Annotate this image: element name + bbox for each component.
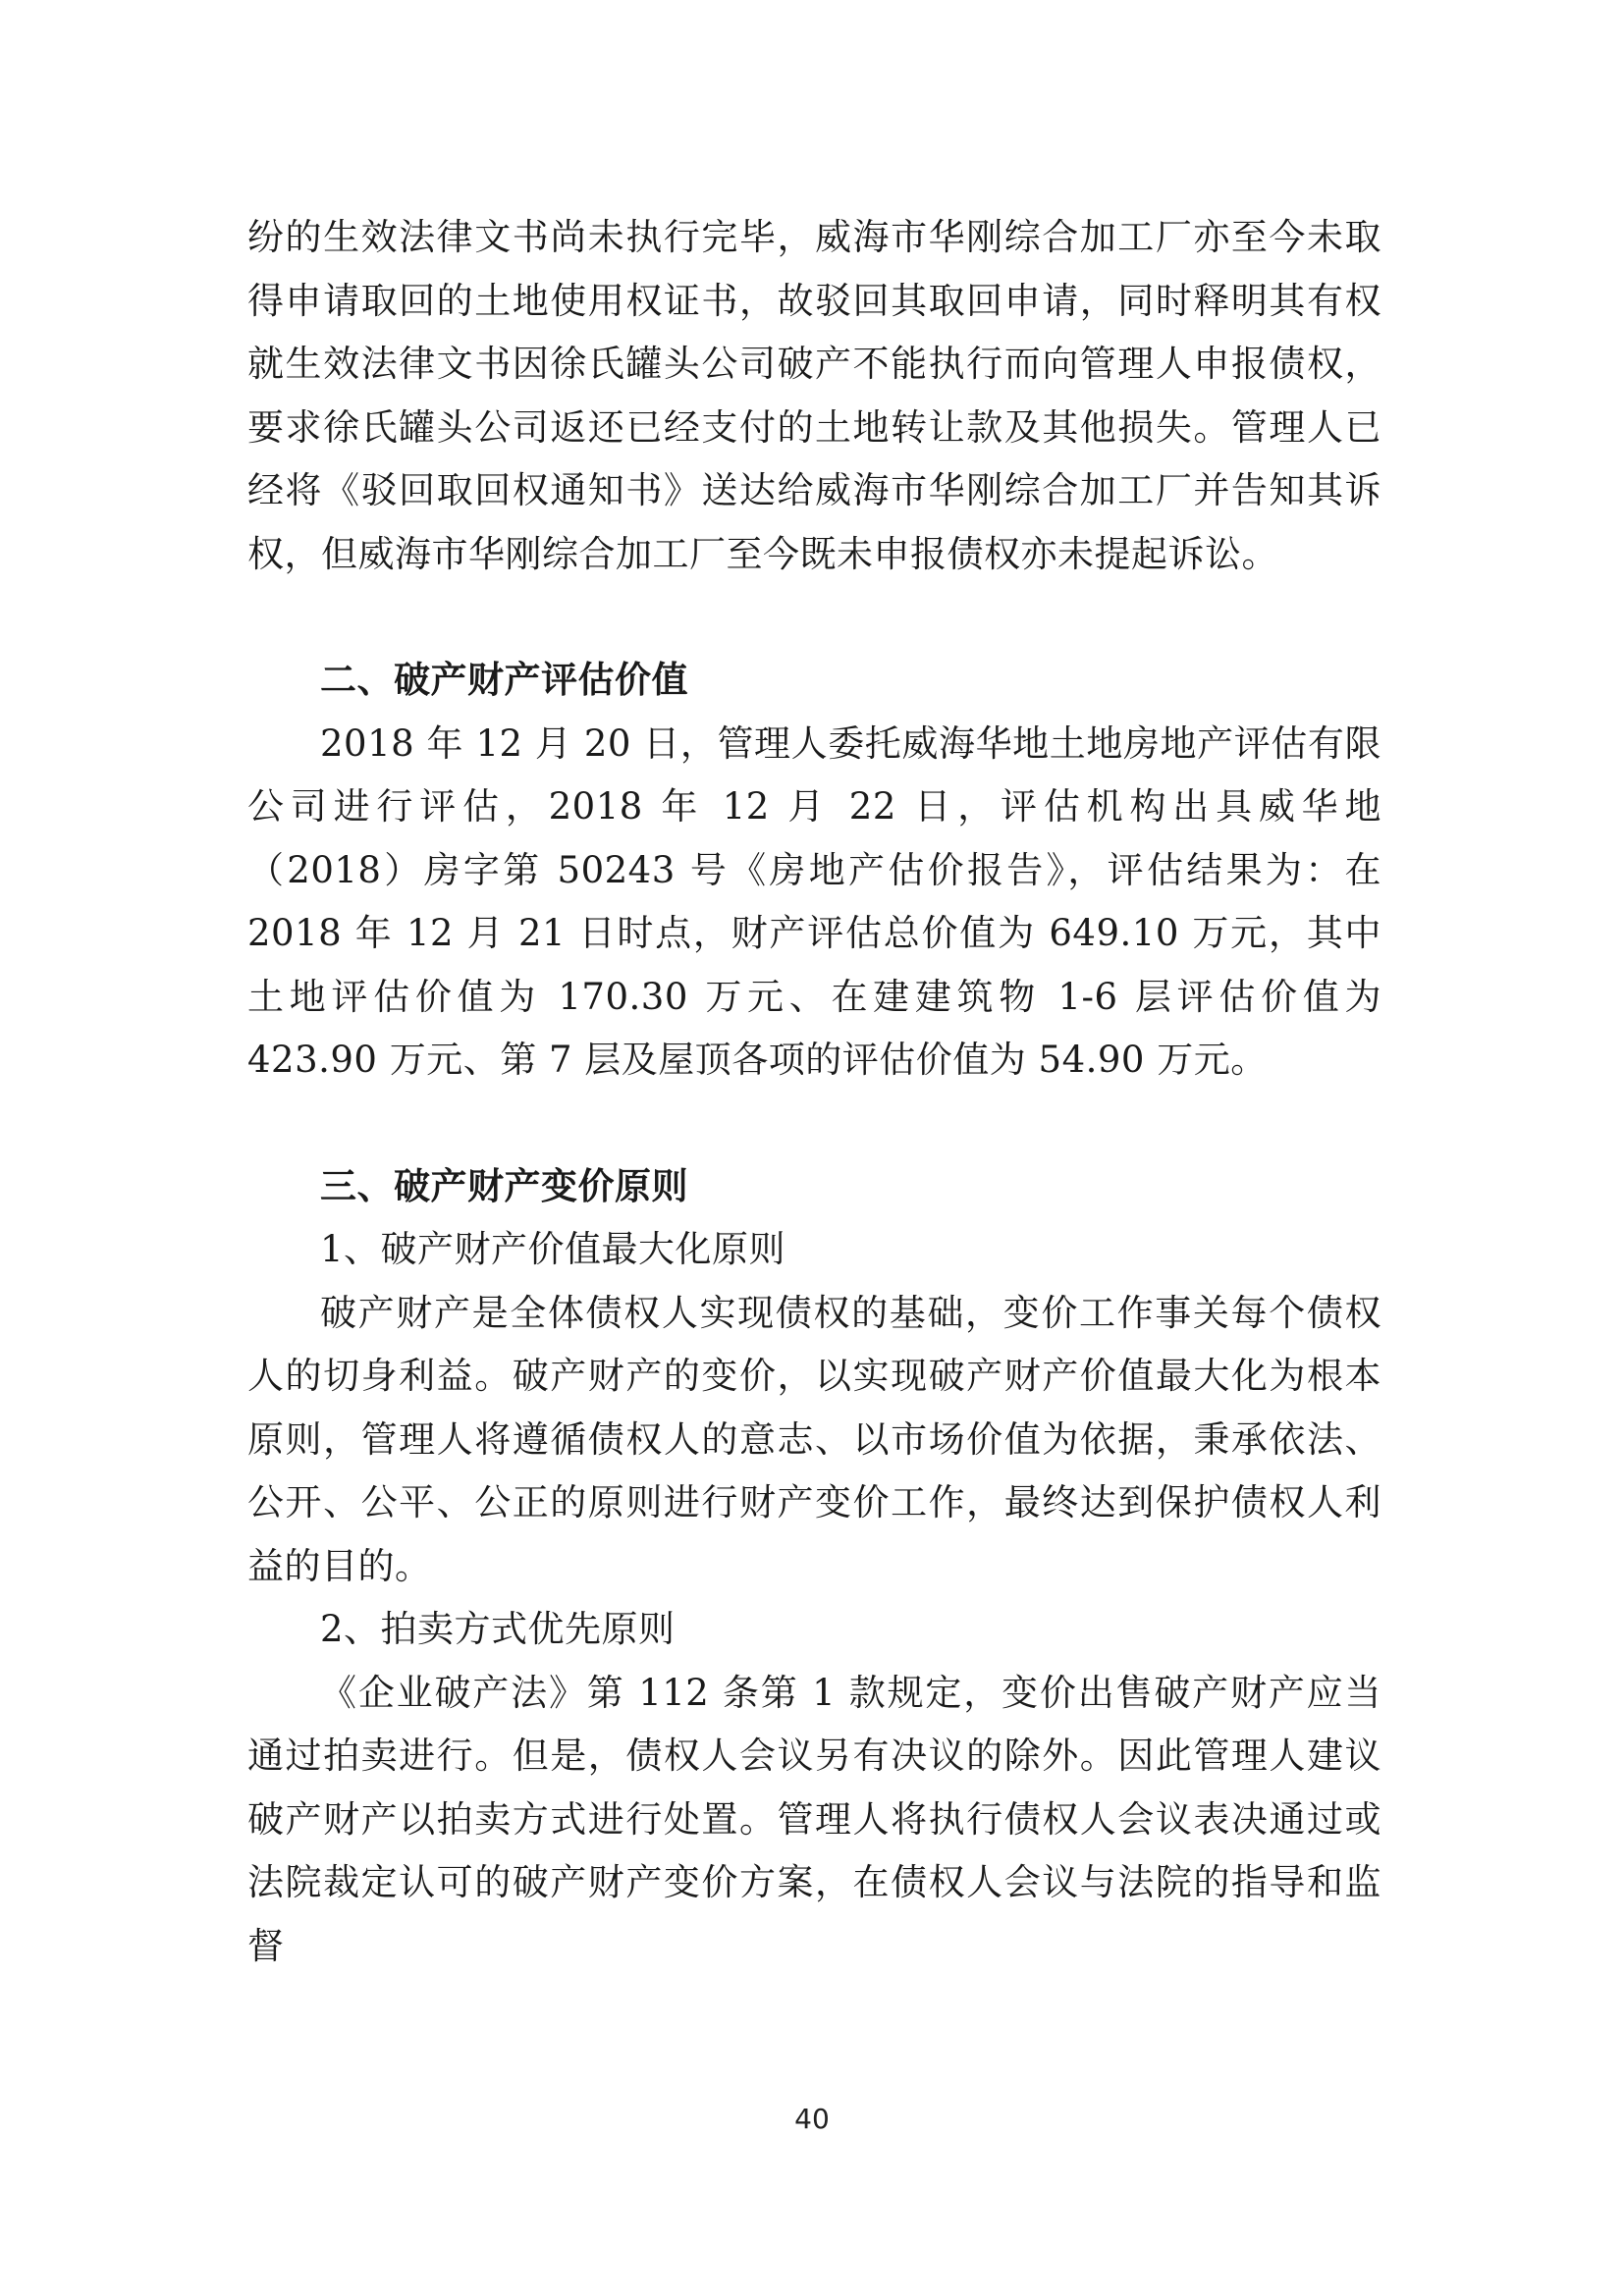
section-heading-appraisal-value: 二、破产财产评估价值 [320, 659, 688, 701]
page-body [247, 206, 1381, 1978]
subheading-value-maximization: 1、破产财产价值最大化原则 [320, 1228, 786, 1270]
paragraph-value-maximization: 破产财产是全体债权人实现债权的基础，变价工作事关每个债权人的切身利益。破产财产的变价，以实现破产财产价值最大化为根本原则，管理人将遵循债权人的意志、以市场价值为依据，秉承依法、公开、公平、公正的原则进行财产变价工作，最终达到保护债权人利益的目的。 [247, 1291, 1381, 1587]
section-gap [247, 1093, 1381, 1155]
paragraph-appraisal: 2018 年 12 月 20 日，管理人委托威海华地土地房地产评估有限公司进行评估，2018 年 12 月 22 日，评估机构出具威华地（2018）房字第 50243 号《房地产估价报告》，评估结果为：在 2018 年 12 月 21 日时点，财产评估总价值为 649.10 万元，其中土地评估价值为 170.30 万元、在建建筑物 1-6 层评估价值为 423.90 万元、第 7 层及屋顶各项的评估价值为 54.90 万元。 [247, 721, 1381, 1081]
section-gap [247, 586, 1381, 649]
paragraph-auction-priority: 《企业破产法》第 112 条第 1 款规定，变价出售破产财产应当通过拍卖进行。但是，债权人会议另有决议的除外。因此管理人建议破产财产以拍卖方式进行处置。管理人将执行债权人会议表决通过或法院裁定认可的破产财产变价方案，在债权人会议与法院的指导和监督 [247, 1671, 1381, 1967]
subheading-auction-priority: 2、拍卖方式优先原则 [320, 1608, 676, 1650]
section-heading-liquidation-principles: 三、破产财产变价原则 [320, 1164, 688, 1207]
paragraph-continuation: 纷的生效法律文书尚未执行完毕，威海市华刚综合加工厂亦至今未取得申请取回的土地使用权证书，故驳回其取回申请，同时释明其有权就生效法律文书因徐氏罐头公司破产不能执行而向管理人申报债权，要求徐氏罐头公司返还已经支付的土地转让款及其他损失。管理人已经将《驳回取回权通知书》送达给威海市华刚综合加工厂并告知其诉权，但威海市华刚综合加工厂至今既未申报债权亦未提起诉讼。 [247, 216, 1381, 575]
page-number: 40 [794, 2103, 830, 2135]
